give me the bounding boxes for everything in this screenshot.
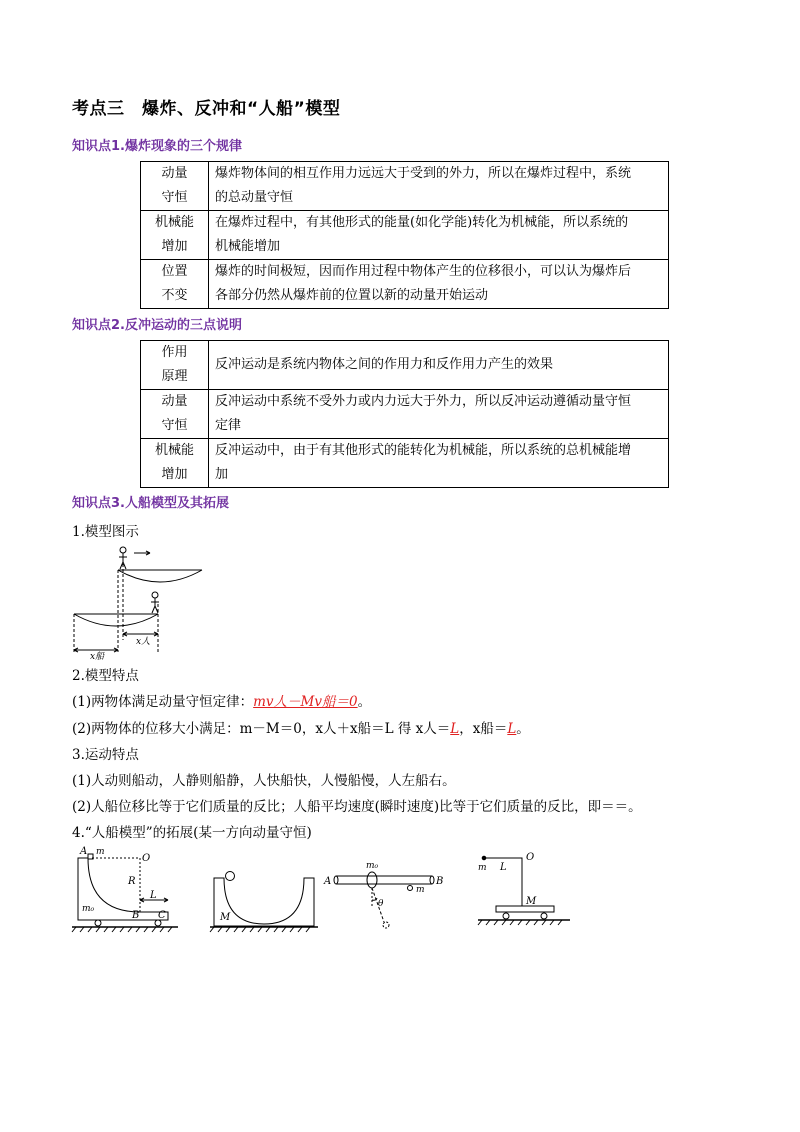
label-m0: m₀ bbox=[366, 861, 379, 871]
section-motion-features: 3.运动特点 bbox=[72, 747, 139, 763]
section-model-features: 2.模型特点 bbox=[72, 668, 139, 684]
label-A: A bbox=[324, 876, 332, 887]
label-R: R bbox=[128, 876, 136, 887]
label-L: L bbox=[150, 890, 157, 901]
table-cell: 反冲运动中系统不受外力或内力远大于外力，所以反冲运动遵循动量守恒 定律 bbox=[209, 390, 669, 439]
extension-figure-rod-ring bbox=[322, 852, 456, 932]
kp1-heading: 知识点1.爆炸现象的三个规律 bbox=[72, 139, 242, 154]
table-header-cell: 位置 不变 bbox=[141, 260, 209, 309]
table-row bbox=[141, 341, 669, 390]
table-row bbox=[141, 439, 669, 488]
page-title: 考点三 爆炸、反冲和“人船”模型 bbox=[72, 99, 341, 119]
label-B: B bbox=[132, 910, 140, 921]
label-m: m bbox=[478, 863, 487, 873]
label-B: B bbox=[436, 876, 444, 887]
x-boat-label: x船 bbox=[90, 652, 105, 660]
table-cell: 爆炸物体间的相互作用力远远大于受到的外力，所以在爆炸过程中，系统 的总动量守恒 bbox=[209, 162, 669, 211]
label-O: O bbox=[526, 852, 535, 863]
kp2-heading: 知识点2.反冲运动的三点说明 bbox=[72, 318, 242, 333]
label-A: A bbox=[80, 846, 88, 857]
momentum-answer: mv人－Mv船＝0 bbox=[253, 694, 358, 710]
motion-line-2: (2)人船位移比等于它们质量的反比；人船平均速度(瞬时速度)比等于它们质量的反比，即＝＝。 bbox=[72, 799, 642, 815]
momentum-line: (1)两物体满足动量守恒定律：mv人－Mv船＝0。 bbox=[72, 694, 372, 710]
table-cell: 反冲运动是系统内物体之间的作用力和反作用力产生的效果 bbox=[209, 341, 669, 390]
section-model-figure: 1.模型图示 bbox=[72, 524, 139, 540]
section-extension: 4.“人船模型”的拓展(某一方向动量守恒) bbox=[72, 825, 312, 841]
label-O: O bbox=[142, 853, 151, 864]
kp2-table bbox=[140, 340, 669, 488]
person-boat-figure bbox=[66, 542, 216, 660]
kp1-table bbox=[140, 161, 669, 309]
table-row bbox=[141, 162, 669, 211]
extension-figure-cart-pendulum bbox=[474, 846, 574, 934]
label-M: M bbox=[220, 912, 231, 923]
x-boat-answer: L bbox=[507, 721, 517, 737]
label-C: C bbox=[158, 910, 166, 921]
label-M: M bbox=[526, 896, 537, 907]
table-header-cell: 机械能 增加 bbox=[141, 211, 209, 260]
x-person-answer: L bbox=[450, 721, 460, 737]
table-header-cell: 动量 守恒 bbox=[141, 390, 209, 439]
extension-figure-semicircle-track bbox=[208, 866, 320, 934]
label-m0: m₀ bbox=[82, 904, 95, 914]
table-cell: 反冲运动中，由于有其他形式的能转化为机械能，所以系统的总机械能增 加 bbox=[209, 439, 669, 488]
extension-figure-groove-block bbox=[70, 842, 182, 934]
table-cell: 在爆炸过程中，有其他形式的能量(如化学能)转化为机械能，所以系统的 机械能增加 bbox=[209, 211, 669, 260]
motion-line-1: (1)人动则船动，人静则船静，人快船快，人慢船慢，人左船右。 bbox=[72, 773, 456, 789]
label-m: m bbox=[416, 885, 425, 895]
table-header-cell: 动量 守恒 bbox=[141, 162, 209, 211]
table-row bbox=[141, 260, 669, 309]
table-cell: 爆炸的时间极短，因而作用过程中物体产生的位移很小，可以认为爆炸后 各部分仍然从爆炸前的位置以新的动量开始运动 bbox=[209, 260, 669, 309]
label-theta: θ bbox=[378, 899, 384, 909]
displacement-line: (2)两物体的位移大小满足：m－M＝0，x人＋x船＝L 得 x人＝L，x船＝L。 bbox=[72, 721, 530, 737]
label-L: L bbox=[500, 862, 507, 873]
table-row bbox=[141, 211, 669, 260]
x-person-label: x人 bbox=[136, 637, 151, 647]
table-row bbox=[141, 390, 669, 439]
table-header-cell: 机械能 增加 bbox=[141, 439, 209, 488]
kp3-heading: 知识点3.人船模型及其拓展 bbox=[72, 496, 229, 511]
table-header-cell: 作用 原理 bbox=[141, 341, 209, 390]
label-m: m bbox=[96, 847, 105, 857]
